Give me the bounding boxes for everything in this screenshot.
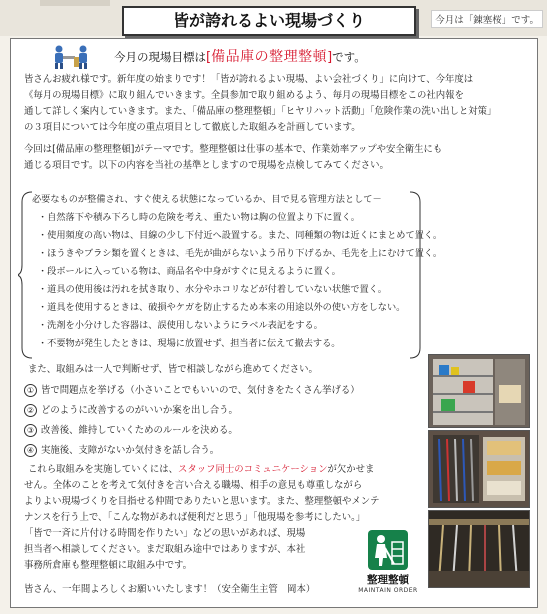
theme-line: 今回は[備品庫の整理整頓]がテーマです。整理整頓は仕事の基本で、作業効率アップや安全衛生にも [24, 144, 443, 155]
closing-line: 「皆で一斉に片付ける時間を作りたい」などの思いがあれば、現場 [24, 528, 306, 539]
step-item [24, 382, 360, 397]
photo-brooms [428, 510, 530, 588]
intro-line: 皆さんお疲れ様です。新年度の始まりです！「皆が誇れるよい現場、よい会社づくり」に向けて、今年度は [24, 74, 474, 85]
step-text: 皆で問題点を挙げる（小さいことでもいいので、気付きをたくさん挙げる） [41, 385, 360, 396]
step-number: ③ [24, 424, 37, 437]
checklist-item: ・不要物が発生したときは、現場に放置せず、担当者に伝えて撤去する。 [38, 338, 341, 349]
closing-text: が欠かせま [327, 464, 375, 475]
step-text: 改善後、維持していくためのルールを決める。 [41, 425, 238, 436]
goal-target: 備品庫の整理整頓 [211, 49, 328, 65]
checklist-item: ・ほうきやブラシ類を置くときは、毛先が曲がらないよう吊り下げるか、毛先を上にむけて置く。 [38, 248, 443, 259]
step-text: 実施後、支障がないか気付きを話し合う。 [41, 445, 220, 456]
closing-line [28, 462, 374, 478]
ghost-text [40, 0, 110, 6]
workers-icon [50, 44, 94, 70]
intro-line: 《毎月の現場目標》に取り組んでいきます。全員参加で取り組めるよう、毎月の現場目標をこの社内報を [24, 90, 464, 101]
closing-signoff: 皆さん、一年間よろしくお願いいたします！（安全衛生主管 岡本） [24, 584, 316, 595]
intro-line: の３項目については今年度の重点項目として徹底した取組みを計画しています。 [24, 122, 361, 133]
step-number: ② [24, 404, 37, 417]
goal-prefix: 今月の現場目標は [114, 50, 206, 64]
checklist-item: ・洗剤を小分けした容器は、誤使用しないようにラベル表記をする。 [38, 320, 323, 331]
steps-intro: また、取組みは一人で判断せず、皆で相談しながら進めてください。 [28, 364, 318, 375]
page-title: 皆が誇れるよい現場づくり [122, 6, 416, 36]
checklist-item: ・道具の使用後は汚れを拭き取り、水分やホコリなどが付着していない状態で置く。 [38, 284, 387, 295]
maintain-order-logo [350, 530, 426, 596]
theme-line: 通じる項目です。以下の内容を当社の基準としますので現場を点検してみてください。 [24, 160, 389, 171]
logo-title: 整理整頓 [367, 574, 409, 586]
closing-line: よりよい現場づくりを目指せる仲間でありたいと思います。また、整理整頓やメンテ [24, 496, 380, 507]
closing-line: せん。全体のことを考えて気付きを言い合える職場、相手の意見も尊重しながら [24, 480, 363, 491]
checklist-item: ・使用頻度の高い物は、目線の少し下付近へ設置する。また、同種類の物は近くにまとめて置く。 [38, 230, 443, 241]
closing-line: 担当者へ相談してください。まだ取組み途中ではありますが、本社 [24, 544, 306, 555]
checklist-item: ・段ボールに入っている物は、商品名や中身がすぐに見えるように置く。 [38, 266, 341, 277]
step-item [24, 442, 219, 457]
checklist-intro: 必要なものが整備され、すぐ使える状態になっているか、目で見る管理方法として－ [32, 194, 382, 205]
closing-highlight: スタッフ同士のコミュニケーション [178, 464, 328, 475]
step-item [24, 422, 238, 437]
step-text: どのように改善するのがいいか案を出し合う。 [41, 405, 238, 416]
photo-tools [428, 430, 530, 508]
goal-close-bracket: ] [327, 50, 333, 65]
intro-line: 通して詳しく案内していきます。また、「備品庫の整理整頓」「ヒヤリハット活動」「危険作業の洗い出しと対策」 [24, 106, 497, 117]
closing-line: 事務所倉庫も整理整頓に取組み中です。 [24, 560, 193, 571]
checklist-item: ・自然落下や積み下ろし時の危険を考え、重たい物は胸の位置より下に置く。 [38, 212, 360, 223]
broom-person-icon [368, 530, 408, 570]
step-number: ① [24, 384, 37, 397]
checklist-item: ・道具を使用するときは、破損やケガを防止するため本来の用途以外の使い方をしない。 [38, 302, 406, 313]
goal-open-bracket: [ [206, 50, 212, 65]
step-item [24, 402, 238, 417]
photo-caption: 今月は「錬塞桜」です。 [431, 10, 543, 28]
closing-text: これら取組みを実施していくには、 [28, 464, 179, 475]
closing-line: ナンスを行う上で、「こんな物があれば便利だと思う」「他現場を参考にしたい。」 [24, 512, 366, 523]
photo-shelves [428, 354, 530, 428]
monthly-goal [114, 46, 366, 66]
step-number: ④ [24, 444, 37, 457]
goal-suffix: です。 [332, 50, 366, 64]
logo-subtitle: MAINTAIN ORDER [358, 587, 418, 594]
